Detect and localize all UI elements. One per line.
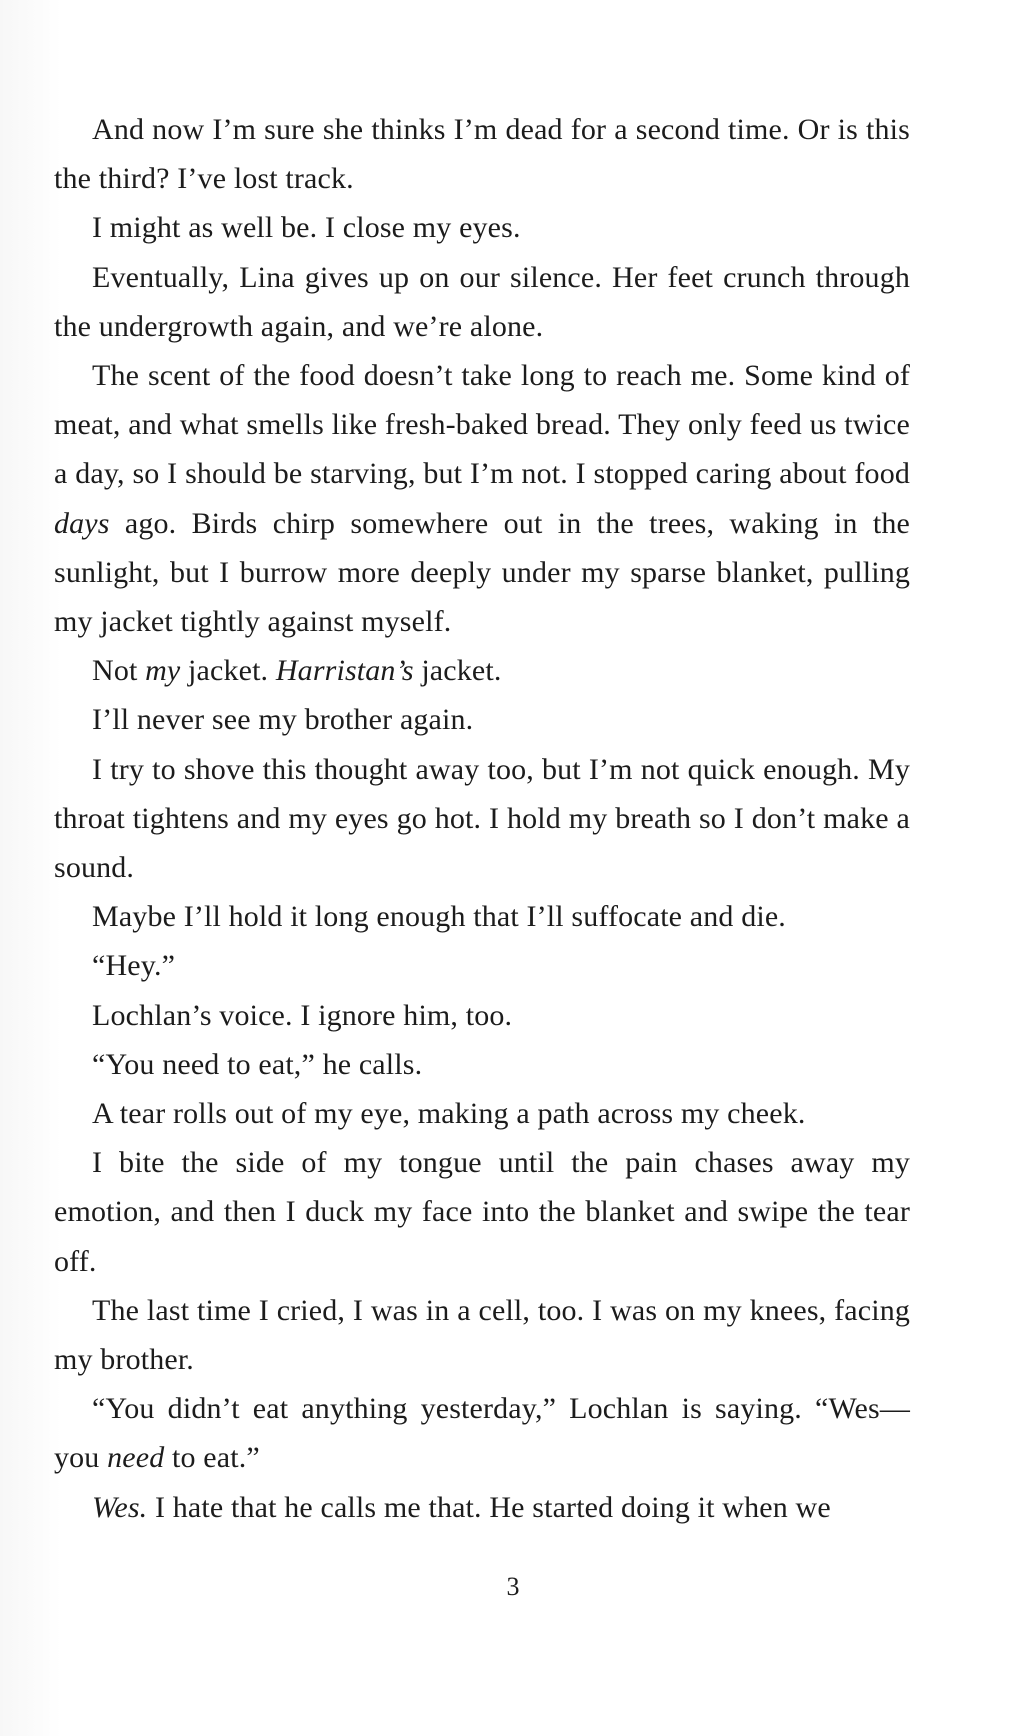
text-run: jacket. <box>413 654 502 688</box>
paragraph <box>54 351 910 646</box>
italic-text: Harristan’s <box>275 654 414 688</box>
body-text <box>54 105 910 1532</box>
italic-text: need <box>107 1441 165 1475</box>
text-run: I bite the side of my tongue until the pain chases away my emotion, and then I duck my face into the blanket and swipe the tear off. <box>54 1146 910 1278</box>
page-number: 3 <box>506 1572 520 1601</box>
text-run: Lochlan’s voice. I ignore him, too. <box>92 998 513 1032</box>
paragraph <box>54 745 910 893</box>
paragraph <box>54 646 910 695</box>
paragraph <box>54 991 910 1040</box>
text-run: I try to shove this thought away too, but I’m not quick enough. My throat tightens and my eyes go hot. I hold my breath so I don’t make a sound. <box>54 752 910 885</box>
text-run: ago. Birds chirp somewhere out in the trees, waking in the sunlight, but I burrow more deeply under my sparse blanket, pulling my jacket tightly against myself. <box>54 506 910 639</box>
text-run: I hate that he calls me that. He started doing it when we <box>147 1490 831 1524</box>
text-run: A tear rolls out of my eye, making a path across my cheek. <box>92 1097 806 1131</box>
paragraph <box>54 1040 910 1089</box>
paragraph <box>54 941 910 990</box>
text-run: The scent of the food doesn’t take long to reach me. Some kind of meat, and what smells like fresh-baked bread. They only feed us twice a day, so I should be starving, but I’m not. I stopped caring about food <box>54 359 910 491</box>
paragraph <box>54 105 910 203</box>
text-run: And now I’m sure she thinks I’m dead for a second time. Or is this the third? I’ve lost track. <box>54 113 910 196</box>
paragraph <box>54 203 910 252</box>
italic-text: days <box>54 506 110 540</box>
text-run: Eventually, Lina gives up on our silence. Her feet crunch through the undergrowth again, and we’re alone. <box>54 260 910 343</box>
text-run: jacket. <box>180 654 276 688</box>
text-run: The last time I cried, I was in a cell, too. I was on my knees, facing my brother. <box>54 1293 910 1377</box>
text-run: Not <box>92 654 146 688</box>
italic-text: Wes. <box>92 1490 148 1524</box>
italic-text: my <box>145 654 181 688</box>
paragraph <box>54 1483 910 1532</box>
paragraph <box>54 892 910 941</box>
paragraph <box>54 1089 910 1138</box>
paragraph <box>54 695 910 744</box>
text-run: to eat.” <box>164 1441 260 1475</box>
paragraph <box>54 1286 910 1384</box>
text-run: I’ll never see my brother again. <box>92 703 474 737</box>
text-run: “You need to eat,” he calls. <box>92 1047 423 1081</box>
paragraph <box>54 1384 910 1482</box>
paragraph <box>54 253 910 351</box>
text-run: I might as well be. I close my eyes. <box>92 211 521 245</box>
text-run: “Hey.” <box>92 949 176 983</box>
text-run: Maybe I’ll hold it long enough that I’ll suffocate and die. <box>92 900 786 934</box>
paragraph <box>54 1138 910 1286</box>
text-run: “You didn’t eat anything yesterday,” Lochlan is saying. “Wes—you <box>54 1392 910 1475</box>
